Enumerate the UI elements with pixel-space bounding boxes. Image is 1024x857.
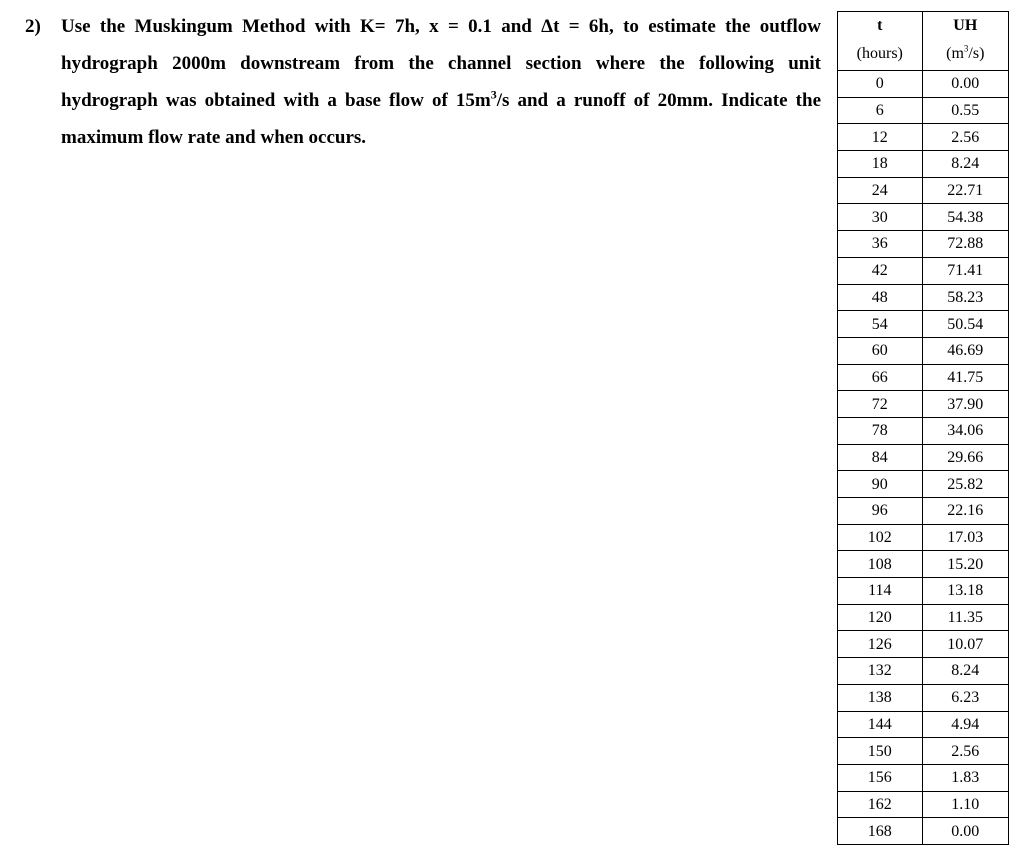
table-row <box>838 231 1009 258</box>
cell-uh: 2.56 <box>922 738 1008 765</box>
table-row <box>838 284 1009 311</box>
table-row <box>838 738 1009 765</box>
table-row <box>838 444 1009 471</box>
cell-time: 96 <box>838 498 923 525</box>
cell-time: 30 <box>838 204 923 231</box>
cell-uh: 6.23 <box>922 684 1008 711</box>
cell-uh: 0.55 <box>922 97 1008 124</box>
cell-uh: 50.54 <box>922 311 1008 338</box>
table-row <box>838 578 1009 605</box>
cell-uh: 22.16 <box>922 498 1008 525</box>
table-row <box>838 391 1009 418</box>
cell-uh: 17.03 <box>922 524 1008 551</box>
table-row <box>838 658 1009 685</box>
cell-time: 24 <box>838 177 923 204</box>
cell-uh: 25.82 <box>922 471 1008 498</box>
table-body <box>838 71 1009 845</box>
table-row <box>838 631 1009 658</box>
cell-uh: 22.71 <box>922 177 1008 204</box>
cell-time: 36 <box>838 231 923 258</box>
header-uh-unit <box>923 40 1008 68</box>
cell-uh: 0.00 <box>922 818 1008 845</box>
table-row <box>838 71 1009 98</box>
table-row <box>838 471 1009 498</box>
cell-time: 6 <box>838 97 923 124</box>
cell-uh: 41.75 <box>922 364 1008 391</box>
header-uh <box>922 12 1008 71</box>
cell-time: 168 <box>838 818 923 845</box>
unit-hydrograph-table <box>837 11 1009 845</box>
cell-time: 84 <box>838 444 923 471</box>
cell-time: 156 <box>838 764 923 791</box>
cell-time: 60 <box>838 337 923 364</box>
table-row <box>838 684 1009 711</box>
cell-time: 120 <box>838 604 923 631</box>
cell-uh: 46.69 <box>922 337 1008 364</box>
table-row <box>838 791 1009 818</box>
header-uh-unit-prefix: (m <box>946 45 964 62</box>
table-row <box>838 337 1009 364</box>
table-row <box>838 711 1009 738</box>
cell-time: 42 <box>838 257 923 284</box>
question-text-superscript: 3 <box>490 87 497 102</box>
cell-uh: 4.94 <box>922 711 1008 738</box>
table-row <box>838 204 1009 231</box>
cell-time: 72 <box>838 391 923 418</box>
cell-time: 150 <box>838 738 923 765</box>
question-text <box>61 8 821 156</box>
table-row <box>838 604 1009 631</box>
table-row <box>838 177 1009 204</box>
cell-uh: 37.90 <box>922 391 1008 418</box>
table-row <box>838 818 1009 845</box>
cell-time: 144 <box>838 711 923 738</box>
cell-time: 132 <box>838 658 923 685</box>
cell-uh: 72.88 <box>922 231 1008 258</box>
cell-time: 108 <box>838 551 923 578</box>
cell-uh: 71.41 <box>922 257 1008 284</box>
question-number: 2) <box>25 16 41 37</box>
cell-time: 66 <box>838 364 923 391</box>
cell-uh: 8.24 <box>922 151 1008 178</box>
table-row <box>838 417 1009 444</box>
table-header-row <box>838 12 1009 71</box>
cell-time: 138 <box>838 684 923 711</box>
table-row <box>838 311 1009 338</box>
question-text-part2: /s and a runoff of 20mm. Indicate the maximum flow rate and when occurs. <box>61 90 821 148</box>
table-row <box>838 498 1009 525</box>
cell-time: 54 <box>838 311 923 338</box>
table-row <box>838 124 1009 151</box>
header-time <box>838 12 923 71</box>
question-text-part1: Use the Muskingum Method with K= 7h, x = 0.1 and Δt = 6h, to estimate the outflow hydrograph 2000m downstream from the channel section where the following unit hydrograph was obtained with a base flow of 15m <box>61 16 821 111</box>
cell-time: 48 <box>838 284 923 311</box>
header-uh-unit-suffix: /s) <box>968 45 985 62</box>
cell-uh: 15.20 <box>922 551 1008 578</box>
cell-uh: 34.06 <box>922 417 1008 444</box>
cell-time: 12 <box>838 124 923 151</box>
header-time-label: t <box>877 17 883 34</box>
cell-time: 126 <box>838 631 923 658</box>
cell-time: 102 <box>838 524 923 551</box>
cell-time: 78 <box>838 417 923 444</box>
cell-uh: 8.24 <box>922 658 1008 685</box>
cell-time: 0 <box>838 71 923 98</box>
table-row <box>838 97 1009 124</box>
cell-uh: 29.66 <box>922 444 1008 471</box>
cell-uh: 1.10 <box>922 791 1008 818</box>
cell-uh: 58.23 <box>922 284 1008 311</box>
cell-uh: 54.38 <box>922 204 1008 231</box>
table-row <box>838 257 1009 284</box>
cell-time: 162 <box>838 791 923 818</box>
header-uh-unit-sup: 3 <box>963 43 969 54</box>
cell-uh: 2.56 <box>922 124 1008 151</box>
cell-time: 114 <box>838 578 923 605</box>
cell-time: 90 <box>838 471 923 498</box>
cell-time: 18 <box>838 151 923 178</box>
table-row <box>838 524 1009 551</box>
header-time-unit: (hours) <box>856 45 903 62</box>
cell-uh: 10.07 <box>922 631 1008 658</box>
cell-uh: 0.00 <box>922 71 1008 98</box>
cell-uh: 1.83 <box>922 764 1008 791</box>
header-uh-label: UH <box>953 17 978 34</box>
table-row <box>838 551 1009 578</box>
cell-uh: 11.35 <box>922 604 1008 631</box>
table-row <box>838 364 1009 391</box>
table-row <box>838 764 1009 791</box>
cell-uh: 13.18 <box>922 578 1008 605</box>
table-row <box>838 151 1009 178</box>
